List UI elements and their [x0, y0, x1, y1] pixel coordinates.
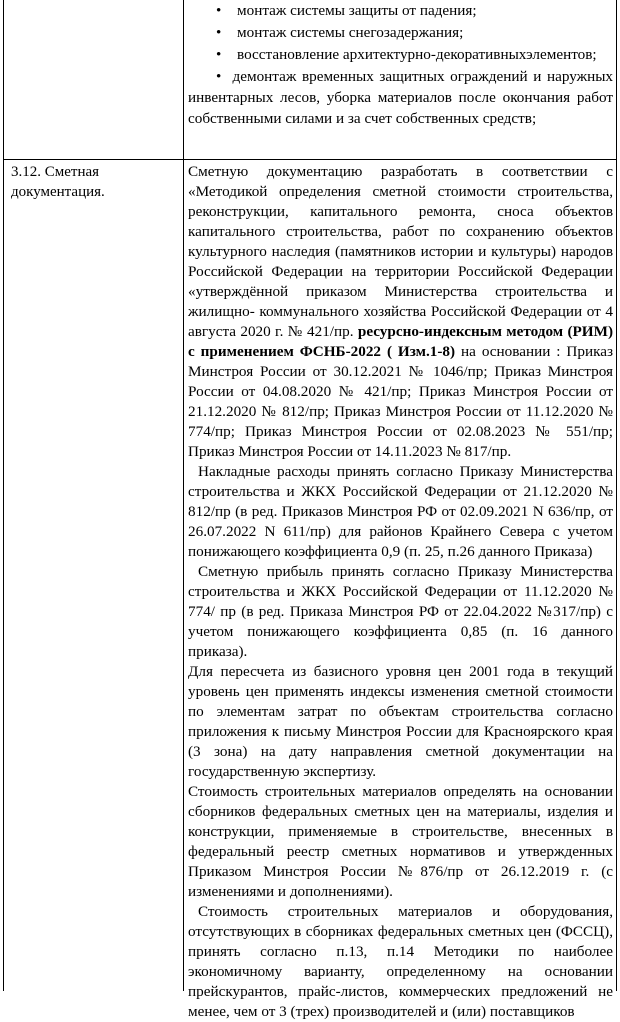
top-cell: [188, 0, 613, 129]
paragraph-method: Сметную документацию разработать в соответствии с «Методикой определения сметной стоимости строительства, реконструкции, капитального ремонта, сноса объектов капитального строительства, работ по сохранению объектов культурного наследия (памятников истории и культуры) народов Российской Федерации на территории Российской Федерации «утверждённой приказом Министерства строительства и жилищно- коммунального хозяйства Российской Федерации от 4 августа 2020 г. № 421/пр. ресурсно-индексным методом (РИМ) с применением ФСНБ-2022 ( Изм.1-8) на основании : Приказ Минстроя России от 30.12.2021 № 1046/пр; Приказ Минстроя России от 04.08.2020 № 421/пр; Приказ Минстроя России от 21.12.2020 № 812/пр; Приказ Минстроя России от 11.12.2020 № 774/пр; Приказ Минстроя России от 02.08.2023 № 551/пр; Приказ Минстроя России от 14.11.2023 № 817/пр.: [188, 163, 614, 460]
section-label: 3.12. Сметная документация.: [11, 164, 105, 200]
bullet-icon: •: [216, 46, 222, 63]
list-item-multiline: • демонтаж временных защитных ограждений и наружных инвентарных лесов, уборка материалов после окончания работ собственными силами и за счет собственных средств;: [188, 68, 614, 127]
bullet-icon: •: [216, 2, 222, 19]
bullet-icon: •: [216, 24, 222, 41]
table-border-middle: [183, 0, 184, 991]
paragraph-overhead: Накладные расходы принять согласно Приказу Министерства строительства и ЖКХ Российской Федерации от 21.12.2020 № 812/пр (в ред. Приказов Минстроя РФ от 02.09.2021 N 636/пр, от 26.07.2022 N 611/пр) для районов Крайнего Севера с учетом понижающего коэффициента 0,9 (п. 25, п.26 данного Приказа): [188, 463, 613, 560]
bullet-icon: •: [216, 68, 222, 85]
table-border-left: [3, 0, 4, 991]
paragraph-missing-materials: Стоимость строительных материалов и оборудования, отсутствующих в сборниках федеральных сметных цен (ФССЦ), принять согласно п.13, п.14 Методики по наиболее экономичному варианту, определенному на основании прейскурантов, прайс-листов, коммерческих предложений не менее, чем от 3 (трех) производителей и (или) поставщиков: [188, 903, 613, 1020]
bullet-list: [188, 0, 613, 66]
paragraph-materials: Стоимость строительных материалов определять на основании сборников федеральных сметных цен на материалы, изделия и конструкции, применяемые в строительстве, внесенных в федеральный реестр сметных нормативов и утвержденных Приказом Минстроя России №876/пр от 26.12.2019 г. (с изменениями и дополнениями).: [188, 783, 613, 900]
list-item: • монтаж системы снегозадержания;: [188, 22, 613, 44]
section-body: [188, 162, 613, 1022]
paragraph-profit: Сметную прибыль принять согласно Приказу Министерства строительства и ЖКХ Российской Федерации от 11.12.2020 № 774/ пр (в ред. Приказа Минстроя РФ от 22.04.2022 №317/пр) с учетом понижающего коэффициента 0,85 (п. 16 данного приказа).: [188, 563, 613, 660]
paragraph-indexes: Для пересчета из базисного уровня цен 2001 года в текущий уровень цен применять индексы изменения сметной стоимости по элементам затрат по объектам строительства согласно приложения к письму Минстроя России для Красноярского края (3 зона) на дату направления сметной документации на государственную экспертизу.: [188, 663, 613, 780]
row-divider: [3, 159, 617, 160]
method-emphasis: ресурсно-индексным методом (РИМ) с применением ФСНБ-2022 ( Изм.1-8): [188, 323, 613, 360]
list-item: • восстановление архитектурно-декоративныхэлементов;: [188, 44, 613, 66]
table-border-right: [616, 0, 617, 991]
list-item: • монтаж системы защиты от падения;: [188, 0, 613, 22]
